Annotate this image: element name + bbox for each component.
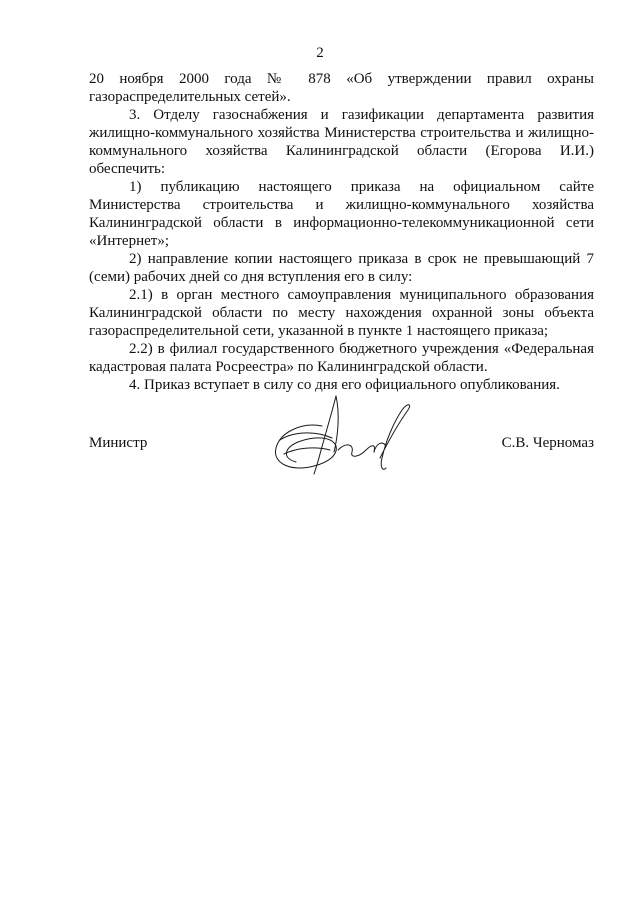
signature-row <box>89 434 594 454</box>
paragraph-item-3: 3. Отделу газоснабжения и газификации департамента развития жилищно-коммунального хозяйства Министерства строительства и жилищно-коммунального хозяйства Калининградской области (Егорова И.И.) обеспечить: <box>89 107 594 177</box>
document-body <box>89 70 594 394</box>
paragraph-subitem-2-2: 2.2) в филиал государственного бюджетного учреждения «Федеральная кадастровая палата Росреестра» по Калининградской области. <box>89 341 594 375</box>
signatory-position: Министр <box>89 435 148 451</box>
signatory-name: С.В. Черномаз <box>501 435 594 451</box>
paragraph-subitem-1: 1) публикацию настоящего приказа на официальном сайте Министерства строительства и жилищно-коммунального хозяйства Калининградской области в информационно-телекоммуникационной сети «Интернет»; <box>89 179 594 249</box>
paragraph-subitem-2-1: 2.1) в орган местного самоуправления муниципального образования Калининградской области по месту нахождения охранной зоны объекта газораспределительной сети, указанной в пункте 1 настоящего приказа; <box>89 287 594 339</box>
paragraph-continuation: 20 ноября 2000 года № 878 «Об утверждении правил охраны газораспределительных сетей». <box>89 71 594 105</box>
page-number: 2 <box>316 45 324 61</box>
paragraph-item-4: 4. Приказ вступает в силу со дня его официального опубликования. <box>129 377 560 393</box>
paragraph-subitem-2: 2) направление копии настоящего приказа в срок не превышающий 7 (семи) рабочих дней со дня вступления его в силу: <box>89 251 594 285</box>
